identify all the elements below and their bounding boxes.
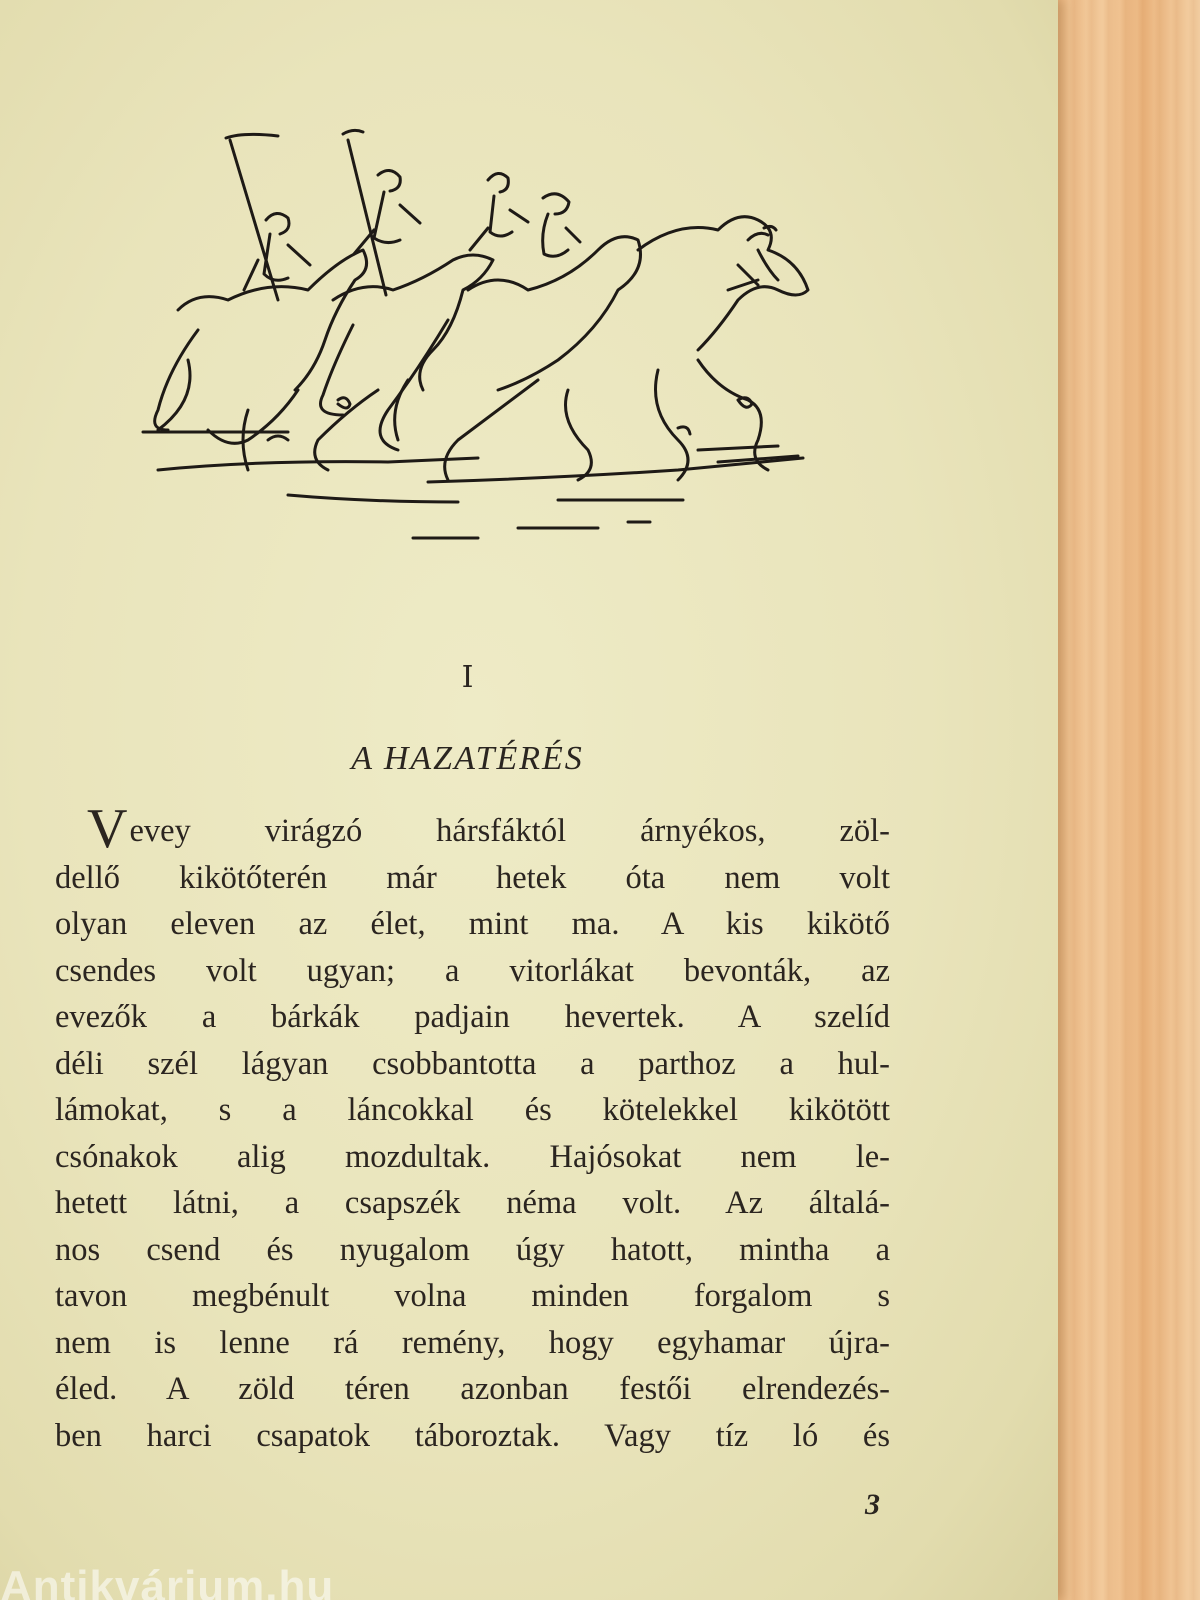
text-line-14: ben harci csapatok táboroztak. Vagy tíz ló és: [55, 1417, 890, 1454]
lance-2: [348, 140, 386, 295]
text-line-2: dellő kikötőterén már hetek óta nem volt: [55, 859, 890, 896]
horsemen-illustration: [138, 110, 828, 560]
horse-3: [380, 237, 641, 480]
text-line-10: nos csend és nyugalom úgy hatott, mintha a: [55, 1231, 890, 1268]
watermark: Antikvárium.hu: [0, 1562, 335, 1600]
text-line-1: Vevey virágzó hársfáktól árnyékos, zöl-: [87, 798, 890, 860]
ground-line-6: [413, 522, 650, 538]
text-line-9: hetett látni, a csapszék néma volt. Az általá-: [55, 1185, 890, 1221]
horse-4: [638, 217, 808, 480]
background-edge: [1058, 0, 1200, 1600]
page-number: 3: [865, 1488, 880, 1521]
text-line-13: éled. A zöld téren azonban festői elrendezés-: [55, 1371, 890, 1407]
dropcap: V: [87, 798, 128, 860]
text-line-8: csónakok alig mozdultak. Hajósokat nem le-: [55, 1138, 890, 1175]
rider-3: [470, 173, 528, 250]
text-line-4: csendes volt ugyan; a vitorlákat bevonták, az: [55, 952, 890, 989]
text-line-6: déli szél lágyan csobbantotta a parthoz a hul-: [55, 1045, 890, 1082]
text-line-11: tavon megbénult volna minden forgalom s: [55, 1278, 890, 1314]
text-line-3: olyan eleven az élet, mint ma. A kis kikötő: [55, 906, 890, 942]
text-line-5: evezők a bárkák padjain hevertek. A szelíd: [55, 999, 890, 1035]
rider-2: [354, 170, 420, 254]
body-text: [55, 798, 890, 1459]
text-line-12: nem is lenne rá remény, hogy egyhamar újra-: [55, 1324, 890, 1361]
chapter-number: I: [461, 660, 474, 695]
chapter-title: A HAZATÉRÉS: [351, 740, 584, 777]
horse-2: [315, 255, 493, 470]
text-line-7: lámokat, s a láncokkal és kötelekkel kikötött: [55, 1092, 890, 1128]
ground-line-3: [428, 458, 803, 482]
horse-1: [155, 250, 367, 470]
rider-1: [244, 213, 310, 290]
lance-1: [230, 140, 278, 300]
ground-line-4: [288, 495, 458, 502]
rider-4: [543, 194, 580, 256]
